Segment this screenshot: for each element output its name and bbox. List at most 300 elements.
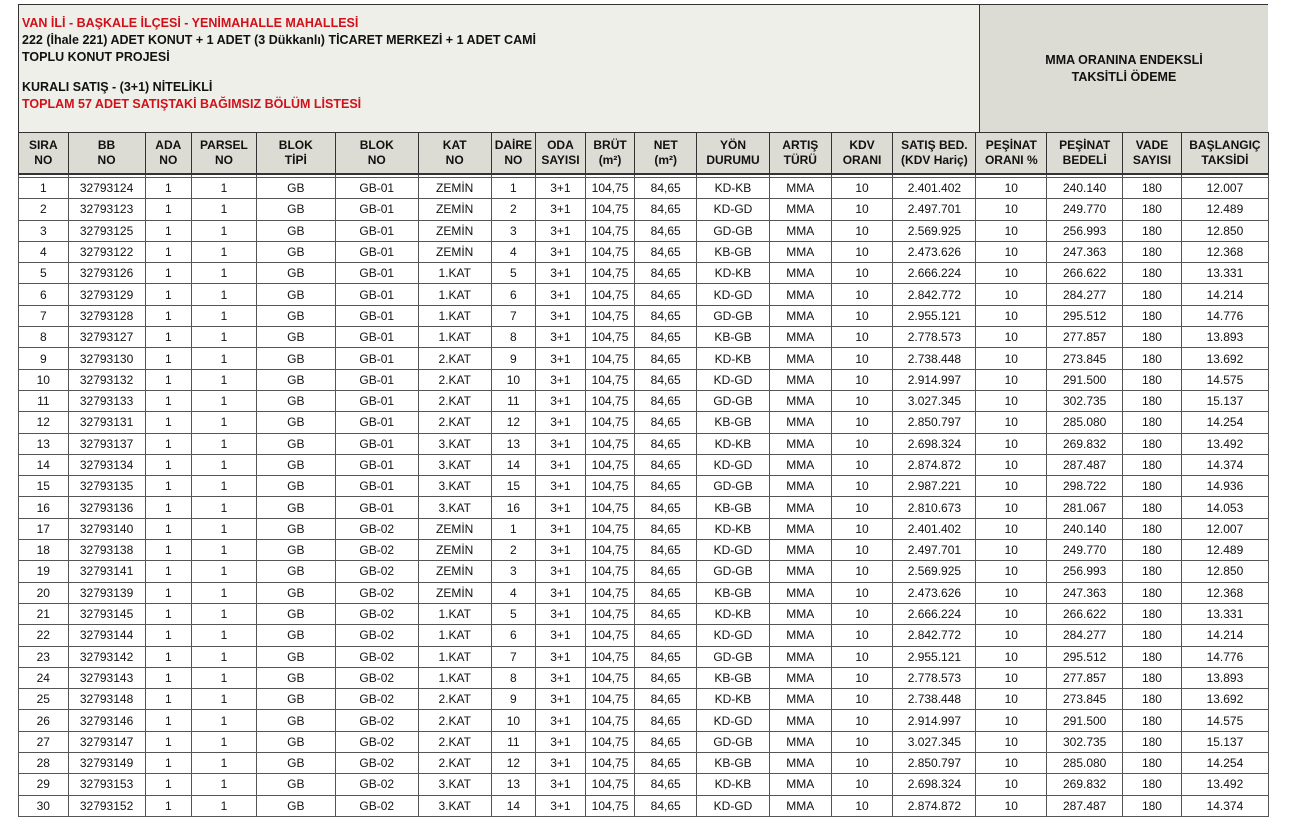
table-cell: 1 (192, 476, 257, 497)
table-cell: GB (256, 603, 335, 624)
table-cell: 10 (831, 178, 893, 199)
table-cell: 291.500 (1047, 710, 1123, 731)
table-cell: 84,65 (635, 497, 697, 518)
table-cell: 32793138 (68, 540, 145, 561)
table-cell: GB (256, 305, 335, 326)
document-header (18, 4, 1268, 132)
table-cell: 7 (491, 646, 536, 667)
table-cell: 2.KAT (418, 369, 491, 390)
table-cell: 84,65 (635, 774, 697, 795)
table-cell: KB-GB (697, 497, 770, 518)
table-cell: 32793135 (68, 476, 145, 497)
table-cell: 1.KAT (418, 284, 491, 305)
table-cell: 84,65 (635, 710, 697, 731)
table-cell: 13 (19, 433, 69, 454)
table-cell: 10 (976, 220, 1047, 241)
table-cell: GB (256, 497, 335, 518)
table-cell: 277.857 (1047, 667, 1123, 688)
table-cell: 32793123 (68, 199, 145, 220)
table-cell: 84,65 (635, 369, 697, 390)
table-cell: GB (256, 710, 335, 731)
table-cell: 1 (19, 178, 69, 199)
table-cell: KD-GD (697, 284, 770, 305)
table-cell: 104,75 (585, 540, 635, 561)
table-cell: 84,65 (635, 220, 697, 241)
table-cell: 32793130 (68, 348, 145, 369)
column-header-line: (KDV Hariç) (901, 153, 968, 167)
table-cell: 104,75 (585, 369, 635, 390)
table-cell: ZEMİN (418, 241, 491, 262)
table-cell: 1 (192, 795, 257, 816)
table-cell: 256.993 (1047, 561, 1123, 582)
table-cell: 19 (19, 561, 69, 582)
table-cell: 3 (19, 220, 69, 241)
table-cell: 14 (491, 795, 536, 816)
table-cell: 295.512 (1047, 646, 1123, 667)
column-header-line: KDV (849, 138, 875, 152)
table-cell: 1 (192, 241, 257, 262)
table-cell: 16 (491, 497, 536, 518)
table-cell: 18 (19, 540, 69, 561)
table-cell: MMA (769, 454, 831, 475)
table-cell: 180 (1123, 497, 1182, 518)
table-cell: 1 (192, 263, 257, 284)
table-row (19, 241, 1269, 262)
table-cell: 84,65 (635, 603, 697, 624)
table-cell: 273.845 (1047, 689, 1123, 710)
table-cell: 2.738.448 (893, 689, 976, 710)
table-cell: 10 (976, 540, 1047, 561)
table-cell: 1 (145, 476, 192, 497)
column-header-line: TÜRÜ (783, 153, 817, 167)
table-cell: 3+1 (536, 199, 586, 220)
table-cell: GB-02 (335, 646, 418, 667)
table-cell: MMA (769, 540, 831, 561)
table-row (19, 582, 1269, 603)
table-cell: 10 (831, 305, 893, 326)
table-cell: 10 (831, 284, 893, 305)
table-cell: 1 (192, 497, 257, 518)
column-header-line: SAYISI (541, 153, 580, 167)
table-cell: 180 (1123, 667, 1182, 688)
table-cell: 5 (19, 263, 69, 284)
table-cell: 14.374 (1181, 454, 1268, 475)
table-cell: 10 (976, 731, 1047, 752)
table-row (19, 390, 1269, 411)
table-cell: 3 (491, 561, 536, 582)
table-cell: 3+1 (536, 327, 586, 348)
table-cell: 3.KAT (418, 454, 491, 475)
table-cell: 2.955.121 (893, 646, 976, 667)
table-cell: 1 (192, 518, 257, 539)
column-header-line: BLOK (359, 138, 394, 152)
table-cell: 14.254 (1181, 412, 1268, 433)
table-cell: 3+1 (536, 710, 586, 731)
table-cell: 1 (192, 603, 257, 624)
table-cell: MMA (769, 348, 831, 369)
table-cell: 180 (1123, 753, 1182, 774)
unit-list-table (18, 132, 1269, 817)
table-cell: KD-KB (697, 518, 770, 539)
table-cell: 10 (831, 561, 893, 582)
column-header (1123, 133, 1182, 175)
table-cell: 10 (831, 327, 893, 348)
table-row (19, 199, 1269, 220)
table-cell: 1 (192, 305, 257, 326)
table-cell: 247.363 (1047, 241, 1123, 262)
table-cell: 1 (145, 348, 192, 369)
table-cell: 269.832 (1047, 433, 1123, 454)
table-cell: 104,75 (585, 710, 635, 731)
payment-method-line2: TAKSİTLİ ÖDEME (1071, 69, 1177, 84)
table-row (19, 625, 1269, 646)
table-cell: 1 (145, 199, 192, 220)
table-cell: 17 (19, 518, 69, 539)
table-cell: KD-KB (697, 689, 770, 710)
table-cell: 104,75 (585, 753, 635, 774)
table-cell: 287.487 (1047, 795, 1123, 816)
column-header-line: BEDELİ (1062, 153, 1107, 167)
table-cell: 1 (145, 412, 192, 433)
table-cell: 10 (976, 433, 1047, 454)
column-header-line: NO (445, 153, 464, 167)
table-cell: 14.214 (1181, 284, 1268, 305)
table-cell: GB (256, 561, 335, 582)
table-cell: 6 (491, 284, 536, 305)
table-cell: MMA (769, 774, 831, 795)
table-cell: GB (256, 263, 335, 284)
table-cell: 180 (1123, 795, 1182, 816)
table-cell: 6 (19, 284, 69, 305)
table-cell: 240.140 (1047, 518, 1123, 539)
table-cell: 10 (976, 305, 1047, 326)
table-cell: 14.575 (1181, 369, 1268, 390)
table-cell: GB-02 (335, 774, 418, 795)
table-cell: MMA (769, 241, 831, 262)
table-cell: 10 (831, 348, 893, 369)
table-cell: 287.487 (1047, 454, 1123, 475)
table-cell: 1 (145, 305, 192, 326)
table-cell: MMA (769, 497, 831, 518)
table-cell: 1 (145, 710, 192, 731)
table-cell: 32793142 (68, 646, 145, 667)
table-cell: GD-GB (697, 731, 770, 752)
table-cell: 32793124 (68, 178, 145, 199)
table-row (19, 731, 1269, 752)
table-cell: 2.874.872 (893, 795, 976, 816)
table-cell: GB-01 (335, 454, 418, 475)
table-cell: GB (256, 667, 335, 688)
table-cell: 32793148 (68, 689, 145, 710)
table-cell: 3+1 (536, 753, 586, 774)
table-cell: 2 (491, 199, 536, 220)
table-cell: 14.776 (1181, 646, 1268, 667)
table-cell: 1.KAT (418, 625, 491, 646)
table-row (19, 774, 1269, 795)
table-cell: 21 (19, 603, 69, 624)
column-header-line: YÖN (719, 138, 746, 152)
table-cell: GB (256, 795, 335, 816)
table-row (19, 667, 1269, 688)
column-header (335, 133, 418, 175)
table-cell: 180 (1123, 561, 1182, 582)
table-cell: 32793127 (68, 327, 145, 348)
table-cell: GB (256, 369, 335, 390)
table-cell: 104,75 (585, 561, 635, 582)
table-cell: 1.KAT (418, 305, 491, 326)
table-cell: ZEMİN (418, 199, 491, 220)
table-cell: 10 (831, 667, 893, 688)
table-cell: 1 (145, 241, 192, 262)
column-header-line: ORANI % (984, 153, 1038, 167)
column-header (19, 133, 69, 175)
table-cell: 32793140 (68, 518, 145, 539)
table-cell: 1 (145, 518, 192, 539)
column-header-line: DURUMU (706, 153, 760, 167)
table-cell: 14.254 (1181, 753, 1268, 774)
table-cell: 1 (192, 412, 257, 433)
table-cell: 3.KAT (418, 476, 491, 497)
table-cell: 12.368 (1181, 582, 1268, 603)
table-cell: GD-GB (697, 476, 770, 497)
title-total-units: TOPLAM 57 ADET SATIŞTAKİ BAĞIMSIZ BÖLÜM LİSTESİ (22, 97, 362, 111)
table-cell: 180 (1123, 625, 1182, 646)
table-cell: GD-GB (697, 305, 770, 326)
column-header-line: KAT (442, 138, 467, 152)
table-cell: 26 (19, 710, 69, 731)
table-cell: GB (256, 241, 335, 262)
table-cell: 32793137 (68, 433, 145, 454)
table-cell: 285.080 (1047, 412, 1123, 433)
table-cell: 104,75 (585, 497, 635, 518)
table-cell: GB-01 (335, 433, 418, 454)
table-cell: 266.622 (1047, 603, 1123, 624)
table-cell: 10 (831, 795, 893, 816)
table-cell: 180 (1123, 412, 1182, 433)
table-row (19, 263, 1269, 284)
table-cell: MMA (769, 284, 831, 305)
table-cell: KD-KB (697, 178, 770, 199)
title-sale-type: KURALI SATIŞ - (3+1) NİTELİKLİ (22, 80, 213, 94)
column-header-line: ODA (547, 138, 574, 152)
table-cell: GB-02 (335, 518, 418, 539)
table-row (19, 710, 1269, 731)
table-cell: 1 (145, 667, 192, 688)
table-cell: 84,65 (635, 518, 697, 539)
table-cell: MMA (769, 263, 831, 284)
table-cell: 10 (976, 241, 1047, 262)
table-cell: 14.776 (1181, 305, 1268, 326)
column-header-line: NO (34, 153, 53, 167)
table-cell: 10 (976, 561, 1047, 582)
table-cell: MMA (769, 178, 831, 199)
table-cell: 1 (192, 178, 257, 199)
project-title-block (19, 5, 979, 132)
table-cell: 4 (491, 582, 536, 603)
table-cell: 3+1 (536, 369, 586, 390)
table-cell: 1 (192, 327, 257, 348)
table-cell: 180 (1123, 390, 1182, 411)
column-header (145, 133, 192, 175)
table-cell: 1 (145, 689, 192, 710)
table-cell: 104,75 (585, 667, 635, 688)
table-cell: 2.KAT (418, 689, 491, 710)
table-cell: 8 (491, 327, 536, 348)
table-cell: 3+1 (536, 178, 586, 199)
title-gap (22, 66, 979, 79)
column-header (635, 133, 697, 175)
table-cell: 1 (192, 646, 257, 667)
table-cell: ZEMİN (418, 518, 491, 539)
table-cell: 302.735 (1047, 390, 1123, 411)
table-cell: 10 (19, 369, 69, 390)
table-cell: GB-02 (335, 540, 418, 561)
table-cell: GB-01 (335, 369, 418, 390)
table-cell: 24 (19, 667, 69, 688)
payment-method-line1: MMA ORANINA ENDEKSLİ (1045, 52, 1203, 67)
table-cell: 180 (1123, 731, 1182, 752)
column-header-line: ADA (155, 138, 182, 152)
table-cell: 2.666.224 (893, 603, 976, 624)
table-cell: 84,65 (635, 795, 697, 816)
table-cell: 4 (19, 241, 69, 262)
table-cell: 1 (145, 369, 192, 390)
table-cell: 180 (1123, 689, 1182, 710)
table-cell: 10 (976, 582, 1047, 603)
table-cell: 266.622 (1047, 263, 1123, 284)
table-cell: 291.500 (1047, 369, 1123, 390)
table-cell: 13.331 (1181, 603, 1268, 624)
table-cell: 180 (1123, 540, 1182, 561)
table-cell: GD-GB (697, 390, 770, 411)
table-cell: 104,75 (585, 178, 635, 199)
table-cell: 84,65 (635, 561, 697, 582)
table-cell: 3.027.345 (893, 731, 976, 752)
table-cell: MMA (769, 476, 831, 497)
table-cell: ZEMİN (418, 220, 491, 241)
table-cell: 10 (976, 412, 1047, 433)
table-cell: 6 (491, 625, 536, 646)
table-cell: 7 (491, 305, 536, 326)
table-cell: 1.KAT (418, 667, 491, 688)
table-cell: 5 (491, 603, 536, 624)
table-cell: 10 (491, 369, 536, 390)
table-cell: GB-01 (335, 390, 418, 411)
table-cell: 1 (145, 220, 192, 241)
table-cell: 1 (192, 561, 257, 582)
table-cell: 1 (192, 731, 257, 752)
table-cell: 84,65 (635, 689, 697, 710)
table-cell: 1 (192, 582, 257, 603)
table-cell: 3+1 (536, 433, 586, 454)
table-cell: 180 (1123, 710, 1182, 731)
table-cell: 32793149 (68, 753, 145, 774)
table-cell: 3+1 (536, 667, 586, 688)
table-cell: 10 (831, 646, 893, 667)
table-cell: GB-02 (335, 603, 418, 624)
table-cell: KD-GD (697, 710, 770, 731)
table-row (19, 476, 1269, 497)
table-cell: 3+1 (536, 689, 586, 710)
payment-method-box (979, 5, 1268, 132)
column-header-line: TAKSİDİ (1201, 153, 1249, 167)
table-cell: 10 (976, 795, 1047, 816)
table-cell: 10 (831, 390, 893, 411)
table-cell: 180 (1123, 178, 1182, 199)
column-header (192, 133, 257, 175)
table-cell: 3+1 (536, 518, 586, 539)
column-header-line: NO (504, 153, 523, 167)
table-cell: 10 (976, 390, 1047, 411)
table-cell: 3.KAT (418, 774, 491, 795)
table-cell: 1 (192, 774, 257, 795)
column-header-line: SIRA (28, 138, 58, 152)
table-cell: 13.692 (1181, 348, 1268, 369)
table-cell: ZEMİN (418, 561, 491, 582)
column-header (893, 133, 976, 175)
table-cell: 10 (831, 753, 893, 774)
table-cell: MMA (769, 646, 831, 667)
table-cell: 32793126 (68, 263, 145, 284)
table-cell: 10 (831, 689, 893, 710)
table-cell: 180 (1123, 774, 1182, 795)
table-cell: 3+1 (536, 220, 586, 241)
table-cell: 249.770 (1047, 199, 1123, 220)
table-cell: KD-GD (697, 369, 770, 390)
table-cell: 10 (976, 518, 1047, 539)
table-cell: 10 (831, 518, 893, 539)
table-cell: 1 (145, 263, 192, 284)
table-cell: 2.850.797 (893, 753, 976, 774)
table-cell: 180 (1123, 263, 1182, 284)
table-cell: 269.832 (1047, 774, 1123, 795)
table-cell: 1 (491, 178, 536, 199)
table-cell: 12 (491, 753, 536, 774)
table-cell: KB-GB (697, 753, 770, 774)
title-location: VAN İLİ - BAŞKALE İLÇESİ - YENİMAHALLE MAHALLESİ (22, 16, 359, 30)
table-cell: 249.770 (1047, 540, 1123, 561)
table-cell: 2.955.121 (893, 305, 976, 326)
table-cell: GB (256, 540, 335, 561)
table-row (19, 454, 1269, 475)
table-cell: GD-GB (697, 561, 770, 582)
table-cell: 14.214 (1181, 625, 1268, 646)
table-cell: 1 (145, 454, 192, 475)
table-cell: 104,75 (585, 390, 635, 411)
table-row (19, 753, 1269, 774)
table-cell: 3+1 (536, 390, 586, 411)
table-cell: 11 (491, 731, 536, 752)
table-cell: 2.KAT (418, 412, 491, 433)
table-cell: 2.KAT (418, 710, 491, 731)
column-header-line: BAŞLANGIÇ (1189, 138, 1261, 152)
table-cell: 12 (19, 412, 69, 433)
table-cell: 3+1 (536, 263, 586, 284)
table-row (19, 284, 1269, 305)
table-cell: KB-GB (697, 327, 770, 348)
table-row (19, 327, 1269, 348)
table-cell: 10 (831, 369, 893, 390)
table-cell: 284.277 (1047, 284, 1123, 305)
table-cell: 2 (19, 199, 69, 220)
table-cell: 180 (1123, 220, 1182, 241)
table-cell: ZEMİN (418, 178, 491, 199)
table-cell: MMA (769, 305, 831, 326)
table-cell: KB-GB (697, 412, 770, 433)
table-cell: 104,75 (585, 327, 635, 348)
table-cell: 3+1 (536, 646, 586, 667)
table-cell: 104,75 (585, 454, 635, 475)
